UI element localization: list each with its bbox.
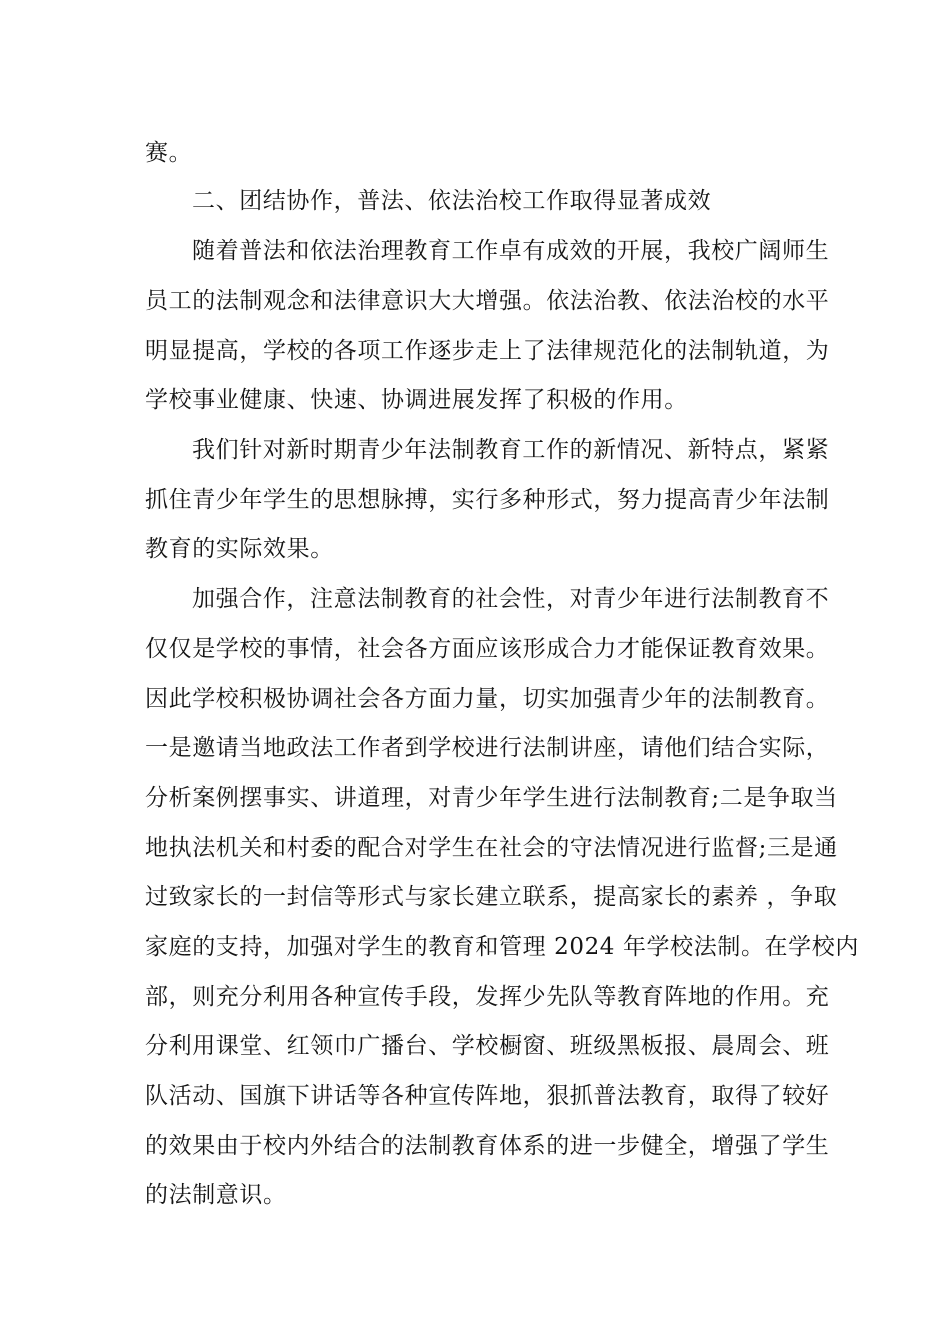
text-line: 加强合作，注意法制教育的社会性，对青少年进行法制教育不	[192, 586, 830, 612]
text-line: 分析案例摆事实、讲道理，对青少年学生进行法制教育;二是争取当	[145, 785, 838, 811]
text-line: 的效果由于校内外结合的法制教育体系的进一步健全，增强了学生	[145, 1133, 830, 1159]
text-line: 队活动、国旗下讲话等各种宣传阵地，狠抓普法教育，取得了较好	[145, 1083, 830, 1109]
text-line: 部，则充分利用各种宣传手段，发挥少先队等教育阵地的作用。充	[145, 984, 830, 1010]
section-heading: 二、团结协作，普法、依法治校工作取得显著成效	[192, 188, 712, 214]
text-line: 抓住青少年学生的思想脉搏，实行多种形式，努力提高青少年法制	[145, 487, 830, 513]
text-line: 过致家长的一封信等形式与家长建立联系，提高家长的素养 ，争取	[145, 884, 838, 910]
text-line: 赛。	[145, 140, 193, 166]
text-line: 学校事业健康、快速、协调进展发挥了积极的作用。	[145, 387, 688, 413]
text-line: 仅仅是学校的事情，社会各方面应该形成合力才能保证教育效果。	[145, 636, 830, 662]
text-line: 因此学校积极协调社会各方面力量，切实加强青少年的法制教育。	[145, 686, 830, 712]
text-line: 教育的实际效果。	[145, 536, 334, 562]
text-line: 地执法机关和村委的配合对学生在社会的守法情况进行监督;三是通	[145, 835, 838, 861]
text-line: 员工的法制观念和法律意识大大增强。依法治教、依法治校的水平	[145, 288, 830, 314]
text-line: 一是邀请当地政法工作者到学校进行法制讲座，请他们结合实际，	[145, 735, 830, 761]
text-line: 的法制意识。	[145, 1182, 287, 1208]
text-line: 我们针对新时期青少年法制教育工作的新情况、新特点，紧紧	[192, 437, 830, 463]
text-line: 家庭的支持，加强对学生的教育和管理 2024 年学校法制。在学校内	[145, 934, 859, 960]
text-line: 明显提高，学校的各项工作逐步走上了法律规范化的法制轨道，为	[145, 338, 830, 364]
text-line: 分利用课堂、红领巾广播台、学校橱窗、班级黑板报、晨周会、班	[145, 1033, 830, 1059]
text-line: 随着普法和依法治理教育工作卓有成效的开展，我校广阔师生	[192, 238, 830, 264]
